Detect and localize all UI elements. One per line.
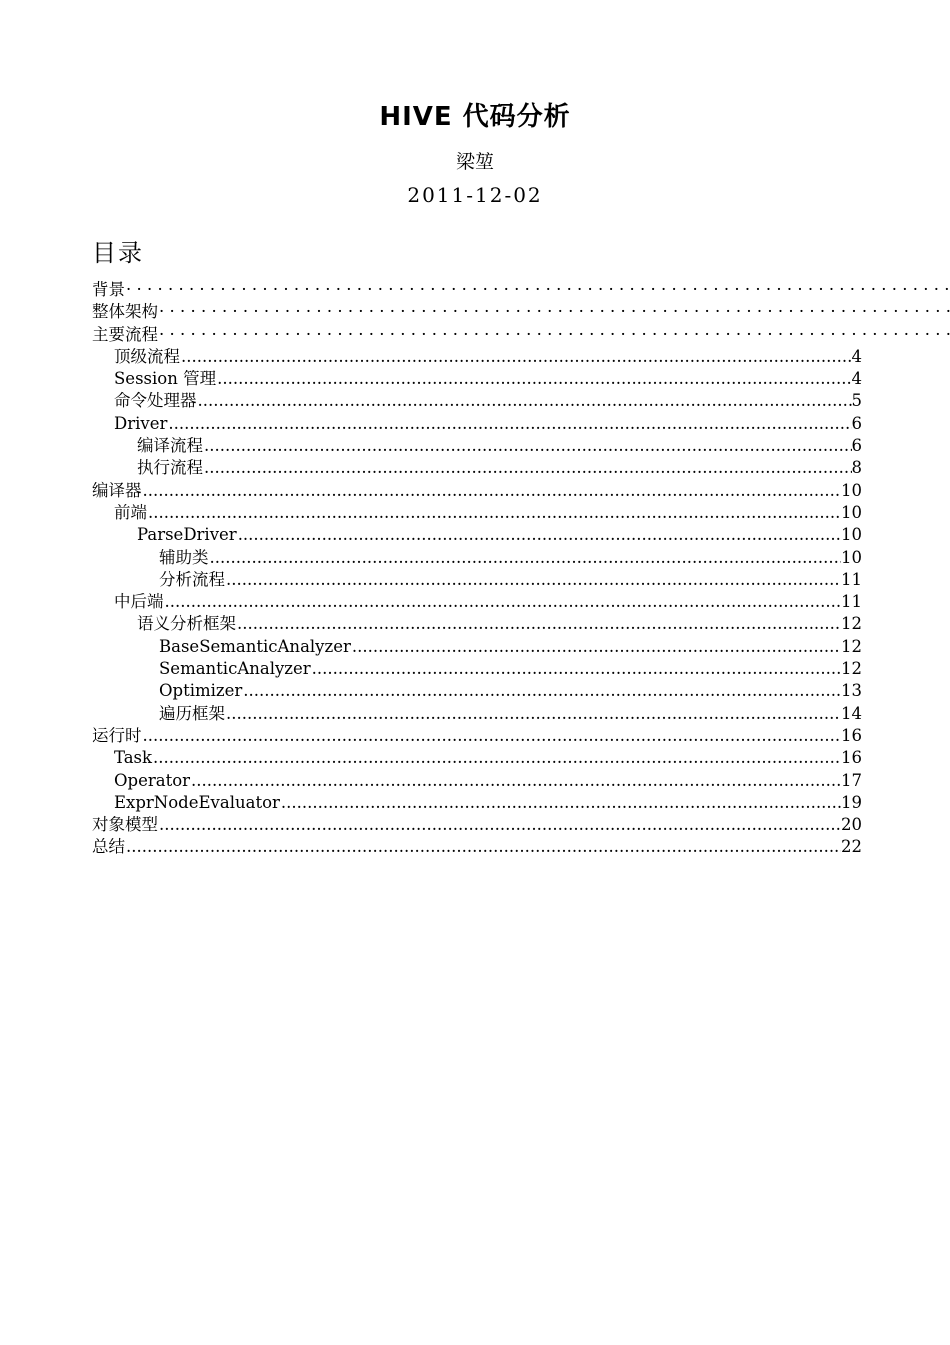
toc-dot-leader: [237, 613, 841, 635]
toc-entry-page-number: 17: [841, 770, 862, 790]
toc-entry-page-number: 5: [851, 391, 862, 411]
toc-entry[interactable]: [114, 747, 862, 769]
toc-row[interactable]: [0, 658, 950, 680]
toc-entry-page-number: 12: [841, 636, 862, 656]
toc-dot-leader: [148, 502, 841, 524]
toc-row[interactable]: [0, 502, 950, 524]
toc-entry-label: 编译器: [92, 480, 142, 500]
toc-entry-page-number: 4: [851, 346, 862, 366]
toc-entry[interactable]: [137, 435, 862, 457]
toc-dot-leader: [168, 413, 851, 435]
toc-entry[interactable]: [159, 636, 862, 658]
toc-dot-leader: [226, 569, 841, 591]
toc-entry[interactable]: [137, 457, 862, 479]
toc-row[interactable]: [0, 569, 950, 591]
toc-row[interactable]: [0, 524, 950, 546]
toc-row[interactable]: [0, 301, 950, 323]
toc-entry-label: 背景: [92, 280, 125, 299]
toc-dot-leader: [226, 703, 841, 725]
toc-entry-page-number: 11: [841, 569, 862, 589]
toc-entry[interactable]: [159, 569, 862, 591]
toc-entry-label: ParseDriver: [137, 525, 237, 545]
toc-entry-page-number: 10: [841, 547, 862, 567]
toc-entry[interactable]: [92, 324, 950, 346]
toc-row[interactable]: [0, 792, 950, 814]
toc-entry[interactable]: [114, 792, 862, 814]
document-author: 梁堃: [455, 151, 494, 173]
toc-row[interactable]: [0, 636, 950, 658]
toc-row[interactable]: [0, 480, 950, 502]
toc-entry-page-number: 14: [841, 703, 862, 723]
toc-entry-label: Driver: [114, 413, 168, 433]
toc-entry-label: 总结: [92, 837, 125, 857]
toc-entry-label: 编译流程: [137, 436, 203, 456]
toc-entry-page-number: 22: [841, 837, 862, 857]
toc-entry-page-number: 12: [841, 659, 862, 679]
toc-entry[interactable]: [114, 591, 862, 613]
toc-entry-label: 执行流程: [137, 458, 203, 478]
toc-entry-label: ExprNodeEvaluator: [114, 792, 280, 812]
toc-dot-leader: [312, 658, 841, 680]
toc-entry[interactable]: [92, 836, 862, 858]
toc-entry-label: BaseSemanticAnalyzer: [159, 636, 351, 656]
toc-entry-page-number: 8: [851, 458, 862, 478]
toc-dot-leader: [217, 368, 851, 390]
toc-row[interactable]: [0, 390, 950, 412]
toc-entry[interactable]: [114, 368, 862, 390]
toc-dot-leader: [204, 435, 852, 457]
toc-dot-leader: [238, 524, 841, 546]
toc-row[interactable]: [0, 368, 950, 390]
toc-row[interactable]: [0, 435, 950, 457]
toc-entry[interactable]: [92, 301, 950, 323]
toc-entry-label: 运行时: [92, 725, 142, 745]
toc-entry-page-number: 12: [841, 614, 862, 634]
toc-entry-page-number: 6: [851, 413, 862, 433]
toc-row[interactable]: [0, 814, 950, 836]
toc-row[interactable]: [0, 725, 950, 747]
toc-entry-label: 分析流程: [159, 569, 225, 589]
toc-entry-page-number: 10: [841, 480, 862, 500]
toc-entry-label: 前端: [114, 502, 147, 522]
toc-entry[interactable]: [114, 502, 862, 524]
toc-entry-page-number: 19: [841, 792, 862, 812]
toc-row[interactable]: [0, 279, 950, 301]
toc-entry-page-number: 4: [851, 369, 862, 389]
toc-entry-label: SemanticAnalyzer: [159, 659, 311, 679]
toc-entry[interactable]: [137, 613, 862, 635]
toc-entry-label: 语义分析框架: [137, 614, 236, 634]
toc-entry-label: 命令处理器: [114, 391, 197, 411]
toc-dot-leader: [181, 346, 852, 368]
toc-entry-label: 遍历框架: [159, 703, 225, 723]
toc-dot-leader: [243, 680, 841, 702]
toc-dot-leader: [159, 324, 950, 346]
toc-dot-leader: [210, 547, 842, 569]
toc-entry-label: Optimizer: [159, 681, 243, 701]
toc-dot-leader: [191, 770, 841, 792]
toc-dot-leader: [143, 480, 842, 502]
toc-entry[interactable]: [159, 703, 862, 725]
toc-entry-page-number: 16: [841, 748, 862, 768]
toc-row[interactable]: [0, 413, 950, 435]
table-of-contents: [0, 279, 950, 859]
toc-dot-leader: [159, 814, 841, 836]
toc-entry-page-number: 10: [841, 502, 862, 522]
toc-entry[interactable]: [159, 658, 862, 680]
toc-dot-leader: [281, 792, 841, 814]
toc-dot-leader: [352, 636, 841, 658]
toc-dot-leader: [165, 591, 842, 613]
toc-entry[interactable]: [114, 346, 862, 368]
toc-row[interactable]: [0, 703, 950, 725]
toc-entry-label: 主要流程: [92, 324, 158, 344]
toc-row[interactable]: [0, 770, 950, 792]
toc-dot-leader: [143, 725, 842, 747]
toc-entry-label: 辅助类: [159, 547, 209, 567]
toc-entry[interactable]: [92, 279, 950, 301]
toc-entry-page-number: 10: [841, 525, 862, 545]
toc-dot-leader: [126, 279, 950, 301]
toc-row[interactable]: [0, 324, 950, 346]
toc-entry[interactable]: [137, 524, 862, 546]
toc-entry-label: 中后端: [114, 592, 164, 612]
toc-row[interactable]: [0, 547, 950, 569]
toc-row[interactable]: [0, 747, 950, 769]
toc-entry-label: 整体架构: [92, 302, 158, 322]
toc-row[interactable]: [0, 613, 950, 635]
toc-dot-leader: [153, 747, 841, 769]
toc-row[interactable]: [0, 457, 950, 479]
toc-entry[interactable]: [114, 413, 862, 435]
toc-row[interactable]: [0, 591, 950, 613]
toc-entry-label: Task: [114, 748, 153, 768]
toc-entry[interactable]: [159, 680, 862, 702]
toc-entry[interactable]: [92, 480, 862, 502]
toc-dot-leader: [126, 836, 841, 858]
toc-entry[interactable]: [92, 725, 862, 747]
toc-row[interactable]: [0, 836, 950, 858]
toc-dot-leader: [159, 301, 950, 323]
document-title: HIVE 代码分析: [379, 102, 571, 132]
toc-heading: 目录: [92, 239, 144, 267]
toc-entry-label: 顶级流程: [114, 346, 180, 366]
toc-entry-page-number: 20: [841, 815, 862, 835]
toc-entry[interactable]: [114, 390, 862, 412]
toc-entry-label: Session 管理: [114, 369, 217, 389]
document-date: 2011-12-02: [407, 183, 543, 207]
toc-entry-page-number: 13: [841, 681, 862, 701]
toc-entry-page-number: 16: [841, 725, 862, 745]
toc-entry-page-number: 11: [841, 592, 862, 612]
toc-entry[interactable]: [159, 547, 862, 569]
toc-entry[interactable]: [114, 770, 862, 792]
toc-row[interactable]: [0, 680, 950, 702]
toc-entry-page-number: 6: [851, 436, 862, 456]
toc-entry-label: 对象模型: [92, 815, 158, 835]
toc-entry-label: Operator: [114, 770, 191, 790]
toc-entry[interactable]: [92, 814, 862, 836]
toc-dot-leader: [198, 390, 852, 412]
toc-dot-leader: [204, 457, 852, 479]
toc-row[interactable]: [0, 346, 950, 368]
